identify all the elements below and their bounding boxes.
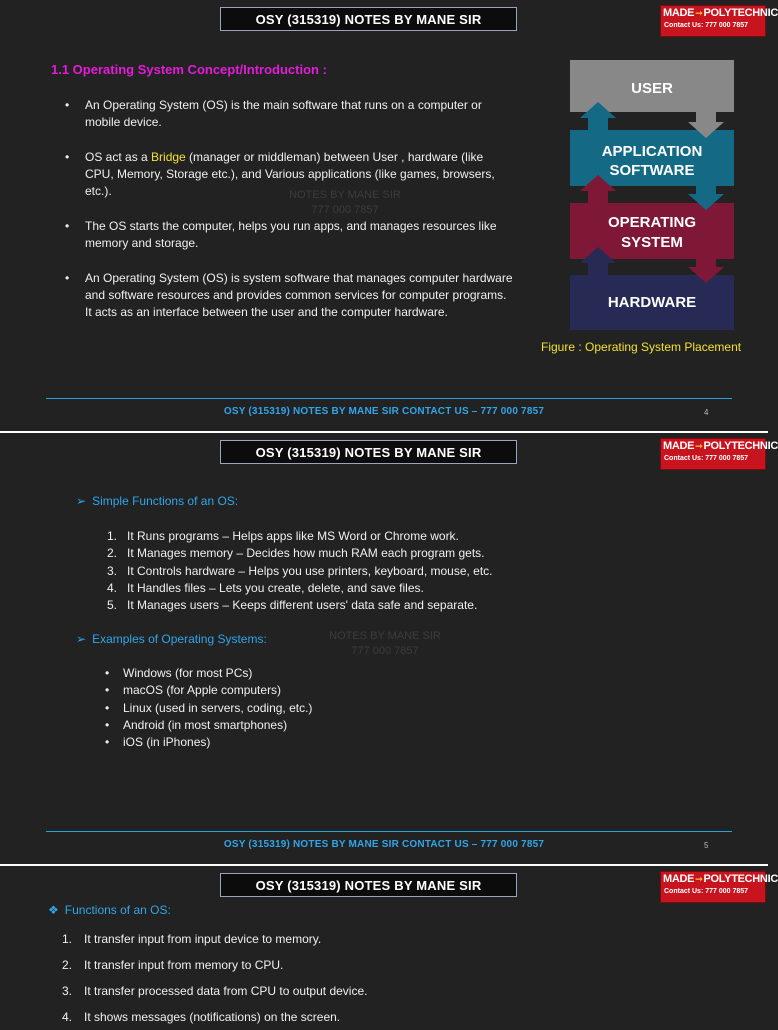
slide-5 [0, 433, 778, 863]
layer-label: HARDWARE [607, 294, 697, 311]
layer-label: APPLICATION [601, 143, 703, 160]
list-item: • An Operating System (OS) is the main software that runs on a computer or mobile device. [65, 97, 515, 131]
layer-label: USER [631, 80, 673, 97]
simple-functions-list [107, 528, 567, 614]
arrow-bullet-icon: ➢ [76, 632, 87, 646]
list-item: 1. It transfer input from input device to memory. [62, 932, 322, 946]
simple-functions-heading: ➢ Simple Functions of an OS: [76, 494, 239, 508]
footer-text: OSY (315319) NOTES BY MANE SIR CONTACT US – 777 000 7857 [223, 406, 545, 417]
made-polytechnic-logo: MADE➞POLYTECHNIC Contact Us: 777 000 7857 [660, 871, 766, 903]
list-item: 4. It Handles files – Lets you create, delete, and save files. [107, 580, 424, 595]
layer-label: SOFTWARE [609, 162, 695, 179]
list-item: 1. It Runs programs – Helps apps like MS Word or Chrome work. [107, 529, 459, 543]
list-item: • Android (in most smartphones) [103, 717, 463, 734]
list-item: • Windows (for most PCs) [103, 665, 463, 682]
diamond-bullet-icon: ❖ [48, 903, 59, 917]
arrow-bullet-icon: ➢ [76, 494, 87, 508]
slide-header-title: OSY (315319) NOTES BY MANE SIR [220, 873, 517, 897]
functions-heading: ❖ Functions of an OS: [48, 903, 171, 917]
made-polytechnic-logo: MADE➞POLYTECHNIC Contact Us: 777 000 7857 [660, 438, 766, 470]
intro-bullet-list [65, 97, 515, 339]
list-item: 5. It Manages users – Keeps different users' data safe and separate. [107, 598, 478, 613]
slide-header-title: OSY (315319) NOTES BY MANE SIR [220, 7, 517, 31]
figure-caption: Figure : Operating System Placement [541, 340, 742, 354]
list-item: 4. It shows messages (notifications) on the screen. [62, 1010, 341, 1024]
os-layer-diagram [568, 58, 736, 332]
list-item: • iOS (in iPhones) [103, 734, 463, 751]
os-examples-list [103, 665, 463, 751]
list-item: 3. It transfer processed data from CPU to output device. [62, 984, 368, 998]
footer-text: OSY (315319) NOTES BY MANE SIR CONTACT US – 777 000 7857 [223, 839, 545, 850]
list-item: • OS act as a Bridge (manager or middleman) between User , hardware (like CPU, Memory, Storage etc.), and Various applications (like games, browsers, etc.). [65, 149, 515, 200]
list-item: 2. It Manages memory – Decides how much RAM each program gets. [107, 546, 485, 561]
slide-6 [0, 866, 778, 1024]
footer-divider [46, 831, 732, 832]
watermark: NOTES BY MANE SIR 777 000 7857 [329, 630, 441, 657]
slide-4 [0, 0, 778, 430]
page-number: 4 [704, 408, 709, 417]
made-polytechnic-logo: MADE➞POLYTECHNIC Contact Us: 777 000 7857 [660, 5, 766, 37]
examples-heading: ➢ Examples of Operating Systems: [76, 632, 267, 646]
list-item: • The OS starts the computer, helps you run apps, and manages resources like memory and storage. [65, 218, 515, 252]
list-item: • An Operating System (OS) is system software that manages computer hardware and software resources and provides common services for computer programs. It acts as an interface between the user and the computer hardware. [65, 270, 515, 321]
section-title: 1.1 Operating System Concept/Introduction : [51, 62, 327, 77]
footer-divider [46, 398, 732, 399]
slide-header-title: OSY (315319) NOTES BY MANE SIR [220, 440, 517, 464]
layer-label: OPERATING [607, 214, 697, 231]
page-number: 5 [704, 841, 709, 850]
list-item: 3. It Controls hardware – Helps you use printers, keyboard, mouse, etc. [107, 563, 493, 578]
os-functions-list [62, 926, 522, 1030]
bridge-highlight: Bridge [151, 150, 186, 164]
list-item: • macOS (for Apple computers) [103, 682, 463, 699]
watermark: NOTES BY MANE SIR 777 000 7857 [289, 189, 401, 216]
list-item: • Linux (used in servers, coding, etc.) [103, 700, 463, 717]
list-item: 2. It transfer input from memory to CPU. [62, 958, 284, 972]
layer-label: SYSTEM [621, 234, 683, 251]
